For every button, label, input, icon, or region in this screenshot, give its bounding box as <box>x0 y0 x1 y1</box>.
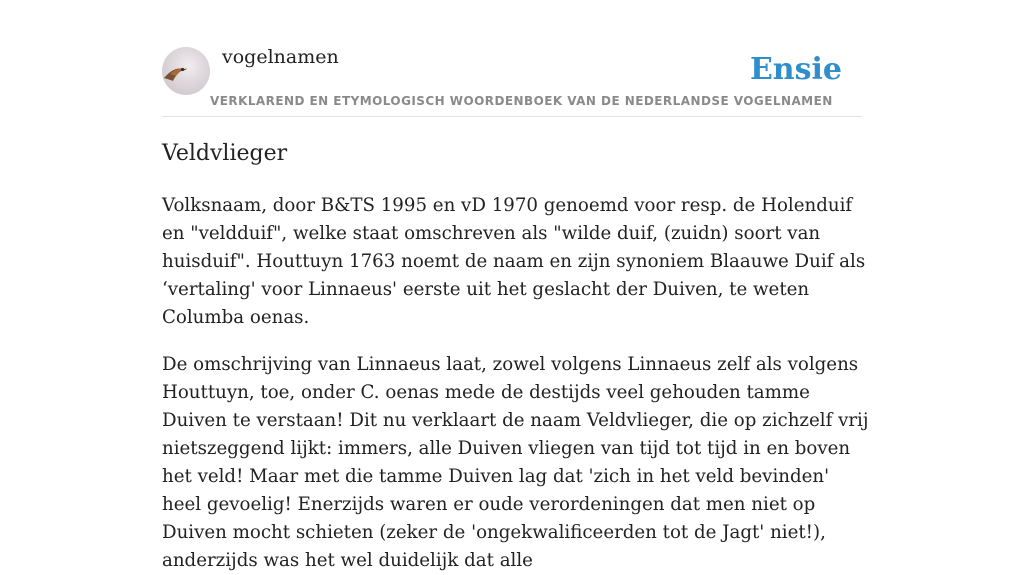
bird-photo-icon <box>162 47 210 95</box>
site-header <box>162 0 862 117</box>
ensie-logo-link[interactable]: Ensie <box>749 52 842 87</box>
site-name-link[interactable]: vogelnamen <box>222 46 339 68</box>
site-subtitle: VERKLAREND EN ETYMOLOGISCH WOORDENBOEK VAN DE NEDERLANDSE VOGELNAMEN <box>210 94 833 108</box>
article-title: Veldvlieger <box>162 141 288 166</box>
article-paragraph: Volksnaam, door B&TS 1995 en vD 1970 genoemd voor resp. de Holenduif en "veldduif", welke staat omschreven als "wilde duif, (zuidn) soort van huisduif". Houttuyn 1763 noemt de naam en zijn synoniem Blaauwe Duif als ‘vertaling' voor Linnaeus' eerste uit het geslacht der Duiven, te weten Columba oenas. <box>162 195 866 328</box>
article-paragraph: De omschrijving van Linnaeus laat, zowel volgens Linnaeus zelf als volgens Houttuyn, toe, onder C. oenas mede de destijds veel gehouden tamme Duiven te verstaan! Dit nu verklaart de naam Veldvlieger, die op zichzelf vrij nietszeggend lijkt: immers, alle Duiven vliegen van tijd tot tijd in en boven het veld! Maar met die tamme Duiven lag dat 'zich in het veld bevinden' heel gevoelig! Enerzijds waren er oude verordeningen dat men niet op Duiven mocht schieten (zeker de 'ongekwalificeerden tot de Jagt' niet!), anderzijds was het wel duidelijk dat alle <box>162 354 869 571</box>
site-avatar[interactable] <box>162 47 210 95</box>
article-content <box>162 138 872 575</box>
